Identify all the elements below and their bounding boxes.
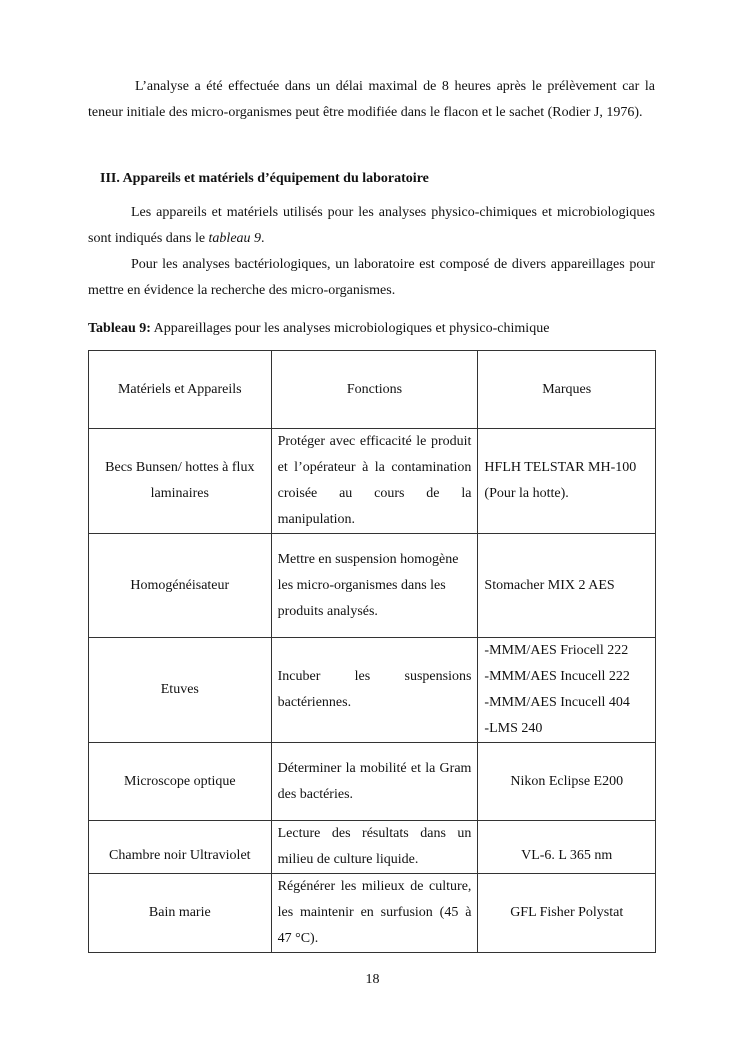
table-caption <box>88 318 549 340</box>
table-row <box>89 534 656 638</box>
cell-materiel: Microscope optique <box>89 743 272 821</box>
bacteriology-paragraph: Pour les analyses bactériologiques, un laboratoire est composé de divers appareillages pour mettre en évidence la recherche des micro-organismes. <box>88 257 655 298</box>
table-row <box>89 743 656 821</box>
equipment-paragraph-end: . <box>261 231 265 246</box>
header-materiels: Matériels et Appareils <box>89 351 272 429</box>
marque-line: -MMM/AES Incucell 404 <box>484 695 630 710</box>
cell-materiel: Homogénéisateur <box>89 534 272 638</box>
table-row <box>89 821 656 874</box>
cell-marque: Stomacher MIX 2 AES <box>478 534 656 638</box>
table-row <box>89 874 656 953</box>
equipment-table <box>88 350 656 953</box>
cell-fonction: Lecture des résultats dans un milieu de culture liquide. <box>271 821 478 874</box>
table-row <box>89 638 656 743</box>
section-heading: III. Appareils et matériels d’équipement du laboratoire <box>100 171 429 186</box>
header-fonctions: Fonctions <box>271 351 478 429</box>
cell-marque: GFL Fisher Polystat <box>478 874 656 953</box>
header-marques: Marques <box>478 351 656 429</box>
intro-paragraph: L’analyse a été effectuée dans un délai maximal de 8 heures après le prélèvement car la teneur initiale des micro-organismes peut être modifiée dans le flacon et le sachet (Rodier J, 1976). <box>88 79 655 120</box>
cell-fonction: Régénérer les milieux de culture, les maintenir en surfusion (45 à 47 °C). <box>271 874 478 953</box>
cell-marque: Nikon Eclipse E200 <box>478 743 656 821</box>
equipment-paragraph <box>88 200 655 252</box>
table-caption-text: Appareillages pour les analyses microbiologiques et physico-chimique <box>150 321 550 336</box>
cell-fonction: Déterminer la mobilité et la Gram des bactéries. <box>271 743 478 821</box>
table-caption-label: Tableau 9: <box>88 321 151 336</box>
marque-line: -LMS 240 <box>484 721 543 736</box>
cell-fonction: Mettre en suspension homogène les micro-organismes dans les produits analysés. <box>271 534 478 638</box>
cell-fonction: Protéger avec efficacité le produit et l’opérateur à la contamination croisée au cours de la manipulation. <box>271 429 478 534</box>
table-reference: tableau 9 <box>208 231 262 246</box>
cell-materiel: Chambre noir Ultraviolet <box>89 821 272 874</box>
cell-marque <box>478 638 656 743</box>
table-row <box>89 429 656 534</box>
cell-materiel: Bain marie <box>89 874 272 953</box>
cell-materiel: Becs Bunsen/ hottes à flux laminaires <box>89 429 272 534</box>
cell-marque: HFLH TELSTAR MH-100 (Pour la hotte). <box>478 429 656 534</box>
cell-materiel: Etuves <box>89 638 272 743</box>
marque-line: -MMM/AES Incucell 222 <box>484 669 630 684</box>
page-number: 18 <box>365 972 380 987</box>
table-header-row <box>89 351 656 429</box>
marque-line: -MMM/AES Friocell 222 <box>484 643 629 658</box>
cell-marque: VL-6. L 365 nm <box>478 821 656 874</box>
equipment-paragraph-text: Les appareils et matériels utilisés pour les analyses physico-chimiques et microbiologiques sont indiqués dans le <box>88 205 655 246</box>
cell-fonction: Incuber les suspensions bactériennes. <box>271 638 478 743</box>
